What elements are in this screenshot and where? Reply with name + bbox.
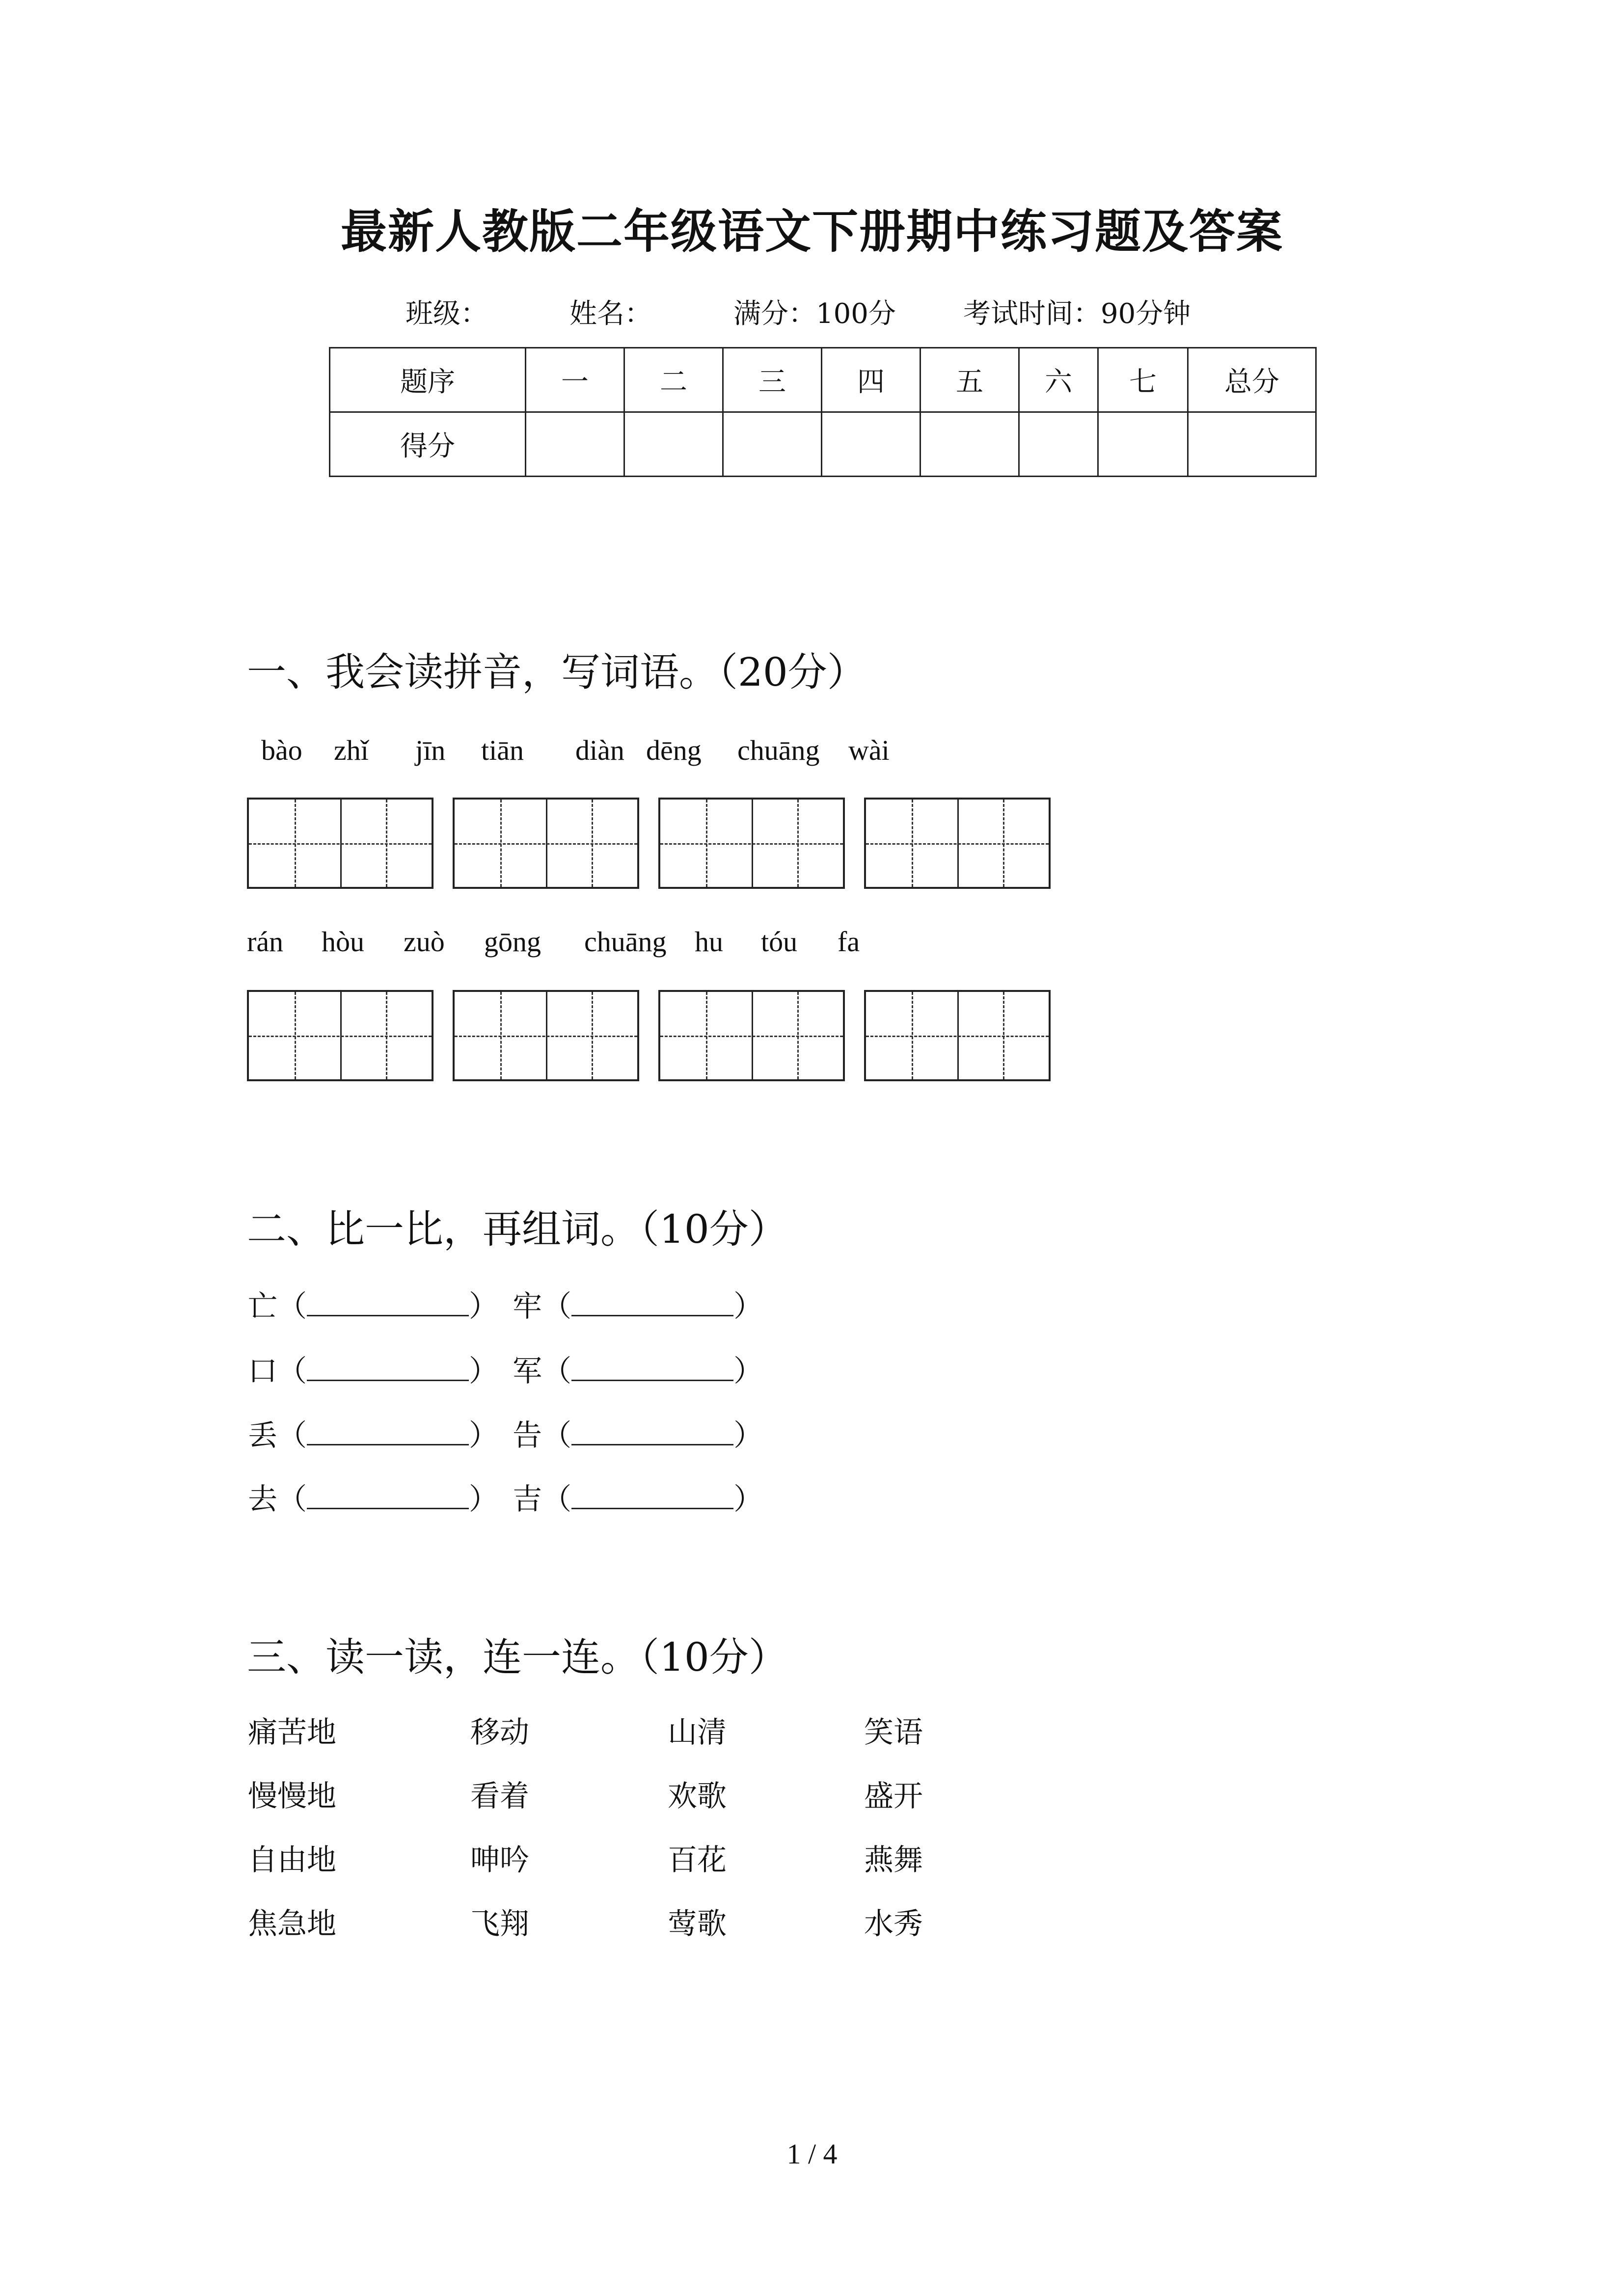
answer-blank[interactable] — [571, 1288, 733, 1316]
match-word[interactable]: 燕舞 — [864, 1843, 923, 1877]
answer-blank[interactable] — [571, 1417, 733, 1445]
pinyin: gōng — [484, 926, 541, 958]
pinyin: bào — [261, 734, 302, 766]
score-header-cell: 二 — [624, 348, 723, 412]
word-writing-box[interactable] — [453, 798, 639, 889]
compare-char: 亡 — [248, 1289, 277, 1324]
pinyin: dēng — [646, 734, 702, 766]
score-cell[interactable] — [624, 412, 723, 477]
compare-char: 军 — [513, 1354, 542, 1388]
answer-blank[interactable] — [571, 1481, 733, 1509]
compare-char: 告 — [513, 1418, 542, 1453]
match-word[interactable]: 自由地 — [248, 1843, 336, 1877]
match-word[interactable]: 百花 — [668, 1843, 727, 1877]
compare-char: 去 — [248, 1482, 277, 1517]
score-table — [329, 347, 1317, 477]
word-writing-box[interactable] — [658, 990, 845, 1081]
match-word[interactable]: 看着 — [470, 1779, 529, 1814]
score-cell[interactable] — [1098, 412, 1188, 477]
match-word[interactable]: 山清 — [668, 1715, 727, 1750]
pinyin: diàn — [575, 734, 624, 766]
score-header-cell: 七 — [1098, 348, 1188, 412]
score-row-label: 得分 — [330, 412, 526, 477]
pinyin: hu — [695, 926, 723, 958]
match-word[interactable]: 欢歌 — [668, 1779, 727, 1814]
answer-blank[interactable] — [307, 1481, 469, 1509]
score-cell[interactable] — [1019, 412, 1098, 477]
pinyin: chuāng — [584, 926, 667, 958]
pinyin: rán — [247, 926, 284, 958]
word-writing-box[interactable] — [453, 990, 639, 1081]
score-cell[interactable] — [920, 412, 1019, 477]
score-header-cell: 三 — [723, 348, 822, 412]
pinyin: zhǐ — [334, 734, 369, 766]
word-writing-box[interactable] — [247, 990, 433, 1081]
match-word[interactable]: 飞翔 — [470, 1907, 529, 1941]
pinyin-row-1 — [0, 736, 1624, 771]
compare-pair: 丢（ ） 告（ ） — [248, 1418, 763, 1453]
compare-pair: 亡（ ） 牢（ ） — [248, 1289, 763, 1324]
word-writing-box[interactable] — [864, 990, 1051, 1081]
full-score: 满分：100分 — [733, 298, 896, 330]
compare-pair: 口（ ） 军（ ） — [248, 1354, 763, 1388]
score-cell[interactable] — [1188, 412, 1316, 477]
pinyin: tóu — [761, 926, 798, 958]
pinyin: tiān — [481, 734, 524, 766]
compare-char: 吉 — [513, 1482, 542, 1517]
compare-char: 丢 — [248, 1418, 277, 1453]
answer-blank[interactable] — [571, 1353, 733, 1381]
score-table-header-row — [330, 348, 1316, 412]
match-word[interactable]: 呻吟 — [470, 1843, 529, 1877]
pinyin: wài — [848, 734, 890, 766]
answer-blank[interactable] — [307, 1288, 469, 1316]
match-word[interactable]: 盛开 — [864, 1779, 923, 1814]
page-number: 1 / 4 — [786, 2138, 838, 2170]
word-writing-box[interactable] — [658, 798, 845, 889]
score-header-cell: 六 — [1019, 348, 1098, 412]
exam-time: 考试时间：90分钟 — [963, 298, 1191, 330]
score-table-score-row — [330, 412, 1316, 477]
score-cell[interactable] — [723, 412, 822, 477]
match-word[interactable]: 焦急地 — [248, 1907, 336, 1941]
class-label: 班级： — [406, 298, 488, 330]
score-header-cell: 五 — [920, 348, 1019, 412]
score-cell[interactable] — [822, 412, 920, 477]
compare-char: 牢 — [513, 1289, 542, 1324]
pinyin: zuò — [404, 926, 445, 958]
match-word[interactable]: 慢慢地 — [248, 1779, 336, 1814]
score-header-cell: 题序 — [330, 348, 526, 412]
page-title: 最新人教版二年级语文下册期中练习题及答案 — [340, 205, 1283, 259]
score-cell[interactable] — [526, 412, 624, 477]
word-writing-box[interactable] — [864, 798, 1051, 889]
answer-blank[interactable] — [307, 1417, 469, 1445]
match-word[interactable]: 笑语 — [864, 1715, 923, 1750]
pinyin: jīn — [415, 734, 446, 766]
score-header-cell: 总分 — [1188, 348, 1316, 412]
word-writing-box[interactable] — [247, 798, 433, 889]
name-label: 姓名： — [569, 298, 652, 330]
match-word[interactable]: 痛苦地 — [248, 1715, 336, 1750]
answer-blank[interactable] — [307, 1353, 469, 1381]
compare-char: 口 — [248, 1354, 277, 1388]
match-word[interactable]: 移动 — [470, 1715, 529, 1750]
score-header-cell: 四 — [822, 348, 920, 412]
section2-title: 二、比一比，再组词。（10分） — [247, 1206, 788, 1252]
pinyin: fa — [838, 926, 860, 958]
score-header-cell: 一 — [526, 348, 624, 412]
section3-title: 三、读一读，连一连。（10分） — [247, 1634, 788, 1680]
pinyin: chuāng — [737, 734, 820, 766]
pinyin-row-2 — [0, 928, 1624, 962]
section1-title: 一、我会读拼音，写词语。（20分） — [247, 649, 866, 695]
pinyin: hòu — [322, 926, 364, 958]
match-word[interactable]: 莺歌 — [668, 1907, 727, 1941]
match-word[interactable]: 水秀 — [864, 1907, 923, 1941]
compare-pair: 去（ ） 吉（ ） — [248, 1482, 763, 1517]
